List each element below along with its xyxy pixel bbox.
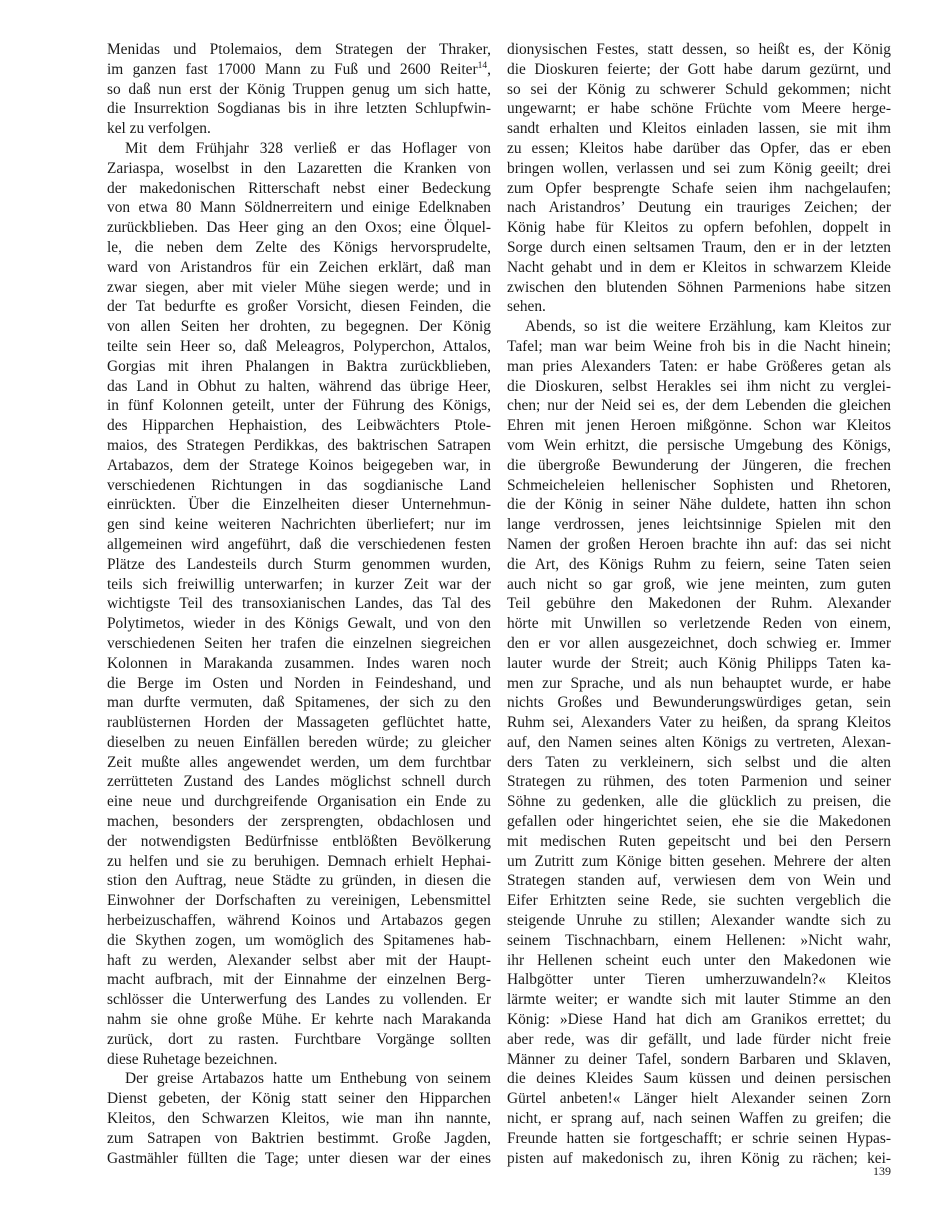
text-line [107, 238, 491, 258]
line-text: auch nicht so gar groß, wie jene meinten, zum guten [507, 575, 891, 593]
text-line [107, 713, 491, 733]
text-line [107, 753, 491, 773]
line-text: Artabazos, dem der Stratege Koinos beigegeben war, in [107, 456, 491, 474]
line-text: um Zutritt zum Könige bitten gesehen. Mehrere der alten [507, 852, 891, 870]
text-line [107, 674, 491, 694]
line-text: Menidas und Ptolemaios, dem Strategen der Thraker, [107, 41, 491, 58]
text-line [107, 218, 491, 238]
line-text: zum Opfer besprengte Schafe seien ihm nachgelaufen; [507, 179, 891, 197]
line-text: Ehren mit jenen Heroen mißgönne. Schon war Kleitos [507, 417, 891, 435]
line-text: chen; nur der Neid sei es, der dem Lebenden die gleichen [507, 397, 891, 415]
line-text: Teil gebühre den Makedonen der Ruhm. Alexander [507, 595, 891, 613]
text-line [107, 575, 491, 595]
text-line [507, 753, 891, 773]
text-line [507, 693, 891, 713]
text-line [507, 40, 891, 60]
line-text: dionysischen Festes, statt dessen, so heißt es, der König [507, 41, 891, 58]
line-text: Gürtel anbeten!« Länger hielt Alexander seinen Zorn [507, 1090, 891, 1108]
text-line [107, 60, 491, 80]
text-line [107, 495, 491, 515]
line-text: Polytimetos, wieder in des Königs Gewalt, und von den [107, 615, 491, 633]
text-line [507, 911, 891, 931]
line-text: mit medischen Ruten gepeitscht und bei den Persern [507, 832, 891, 850]
text-line [107, 456, 491, 476]
line-text: ungewarnt; er habe schöne Früchte vom Meere herge- [507, 100, 891, 118]
text-line [507, 575, 891, 595]
line-text: lange verdrossen, jenes leichtsinnige Spielen mit den [507, 516, 891, 534]
line-text: des Hipparchen Hephaistion, des Leibwächters Ptole- [107, 417, 491, 435]
text-line [107, 357, 491, 377]
text-line [507, 159, 891, 179]
line-text: von etwa 80 Mann Söldnerreitern und einige Edelknaben [107, 199, 491, 217]
text-line [507, 337, 891, 357]
line-text: nahm sie ohne große Mühe. Er kehrte nach Marakanda [107, 1011, 491, 1029]
text-line [107, 871, 491, 891]
line-text: le, die neben dem Zelte des Königs hervorsprudelte, [107, 238, 491, 256]
line-text: kel zu verfolgen. [107, 120, 211, 138]
text-line [507, 258, 891, 278]
text-line [507, 278, 891, 298]
line-text: König habe für Kleitos zu opfern befohlen, doppelt in [507, 219, 891, 237]
text-line [107, 258, 491, 278]
line-text: zu essen; Kleitos habe darüber das Opfer, das er eben [507, 139, 891, 157]
text-line [107, 733, 491, 753]
text-line [107, 911, 491, 931]
text-line [507, 317, 891, 337]
right-column [507, 40, 891, 1168]
line-text: sehen. [507, 298, 546, 316]
line-text: verschiedenen Seiten her trafen die einzelnen siegreichen [107, 634, 491, 652]
line-text: so daß nun erst der König Truppen genug um sich hatte, [107, 80, 491, 98]
text-line [507, 951, 891, 971]
line-text: Zariaspa, woselbst in den Lazaretten die Kranken von [107, 159, 491, 177]
text-line [107, 931, 491, 951]
line-text: stion den Auftrag, neue Städte zu gründen, in diesen die [107, 872, 491, 890]
line-text: Kleitos, den Schwarzen Kleitos, wie man ihn nannte, [107, 1110, 491, 1128]
text-line [507, 495, 891, 515]
line-text: im ganzen fast 17000 Mann zu Fuß und 2600 Reiter [107, 60, 478, 78]
text-line [107, 119, 491, 139]
text-line [507, 654, 891, 674]
text-line [107, 951, 491, 971]
line-punctuation: , [487, 60, 491, 78]
text-line [107, 337, 491, 357]
line-text: die übergroße Bewunderung der Jüngeren, die frechen [507, 456, 891, 474]
text-line [107, 1149, 491, 1169]
line-text: zurück, dort zu rasten. Furchtbare Vorgänge sollten [107, 1030, 491, 1048]
text-line [507, 990, 891, 1010]
line-text: haft zu werden, Alexander selbst aber mit der Haupt- [107, 951, 491, 969]
line-text: Halbgötter unter Tieren umherzuwandeln?« Kleitos [507, 971, 891, 989]
line-text: zurückblieben. Das Heer ging an den Oxos; eine Ölquel- [107, 219, 491, 237]
text-line [507, 60, 891, 80]
text-line [507, 792, 891, 812]
line-text: verschiedenen Richtungen in das sogdianische Land [107, 476, 491, 494]
line-text: Schmeicheleien hellenischer Sophisten und Rhetoren, [507, 476, 891, 494]
line-text: lärmte weiter; er wandte sich mit lauter Stimme an den [507, 991, 891, 1009]
text-line [507, 713, 891, 733]
text-line [507, 297, 891, 317]
page-number: 139 [873, 1164, 891, 1178]
text-line [507, 1149, 891, 1169]
text-line [107, 179, 491, 199]
text-line [507, 99, 891, 119]
text-line [107, 594, 491, 614]
text-line [507, 1129, 891, 1149]
line-text: ihr Hellenen scheint euch unter den Makedonen wie [507, 951, 891, 969]
line-text: gefallen oder hingerichtet seien, ehe sie die Makedonen [507, 813, 891, 831]
line-text: König: »Diese Hand hat dich am Granikos errettet; du [507, 1011, 891, 1029]
text-line [507, 515, 891, 535]
line-text: raublüsternen Horden der Massageten geflüchtet hatte, [107, 714, 491, 732]
line-text: gen sind keine weiteren Nachrichten überliefert; nur im [107, 516, 491, 534]
line-text: so sei der König zu schwerer Schuld gekommen; nicht [507, 80, 891, 98]
text-line [507, 812, 891, 832]
text-line [107, 297, 491, 317]
text-line [107, 535, 491, 555]
line-text: in fünf Kolonnen geteilt, unter der Führung des Königs, [107, 397, 491, 415]
line-text: Männer zu deiner Tafel, sondern Barbaren und Sklaven, [507, 1050, 891, 1068]
line-text: der Tat bedurfte es großer Vorsicht, diesen Feinden, die [107, 298, 491, 316]
line-text: herbeizuschaffen, während Koinos und Artabazos gegen [107, 912, 491, 930]
text-line [507, 832, 891, 852]
line-text: Abends, so ist die weitere Erzählung, kam Kleitos zur [525, 318, 891, 336]
line-text: aber rede, was dir gefällt, und lade fürder nicht freie [507, 1030, 891, 1048]
text-line [507, 535, 891, 555]
line-text: allgemeinen wird angeführt, daß die verschiedenen festen [107, 535, 491, 553]
text-line [107, 1129, 491, 1149]
text-line [507, 674, 891, 694]
line-text: teilte sein Heer so, daß Meleagros, Polyperchon, Attalos, [107, 337, 491, 355]
line-text: Dienst gebeten, der König statt seiner den Hipparchen [107, 1090, 491, 1108]
line-text: Kolonnen in Marakanda zusammen. Indes waren noch [107, 654, 491, 672]
line-text: wichtigste Teil des transoxianischen Landes, das Tal des [107, 595, 491, 613]
text-line [507, 198, 891, 218]
text-line [107, 693, 491, 713]
text-line [107, 198, 491, 218]
text-line [107, 40, 491, 60]
line-text: men zur Sprache, und als nun behauptet wurde, er habe [507, 674, 891, 692]
line-text: die Skythen zogen, um womöglich des Spitamenes hab- [107, 931, 491, 949]
text-line [107, 1010, 491, 1030]
line-text: die Berge im Osten und Norden in Feindeshand, und [107, 674, 491, 692]
text-line [107, 377, 491, 397]
text-line [507, 80, 891, 100]
line-text: Einwohner der Dorfschaften zu vereinigen, Lebensmittel [107, 892, 491, 910]
line-text: hörte mit Unwillen so verletzende Reden von einem, [507, 615, 891, 633]
text-line [107, 555, 491, 575]
text-line [507, 614, 891, 634]
line-text: den er vor allen ausgezeichnet, doch schwieg er. Immer [507, 634, 891, 652]
line-text: die Insurrektion Sogdianas bis in ihre letzten Schlupfwin- [107, 100, 491, 118]
line-text: macht aufbrach, mit der Einnahme der einzelnen Berg- [107, 971, 491, 989]
line-text: zwar siegen, aber mit vieler Mühe siegen werde; und in [107, 278, 491, 296]
line-text: schlösser die Unterwerfung des Landes zu vollenden. Er [107, 991, 491, 1009]
line-text: machen, besonders der zersprengten, obdachlosen und [107, 813, 491, 831]
text-line [507, 1069, 891, 1089]
text-line [107, 614, 491, 634]
line-text: Namen der großen Heroen brachte ihn auf: das sei nicht [507, 535, 891, 553]
line-text: Zeit mußte alles angewendet werden, um dem furchtbar [107, 753, 491, 771]
line-text: zum Satrapen von Baktrien bestimmt. Große Jagden, [107, 1129, 491, 1147]
text-line [507, 218, 891, 238]
line-text: diese Ruhetage bezeichnen. [107, 1050, 278, 1068]
text-line [507, 416, 891, 436]
text-line [107, 634, 491, 654]
line-text: das Land in Obhut zu halten, während das übrige Heer, [107, 377, 491, 395]
text-line [507, 456, 891, 476]
text-line [507, 970, 891, 990]
line-text: steigende Unruhe zu stillen; Alexander wandte sich zu [507, 912, 891, 930]
text-line [507, 238, 891, 258]
text-line [107, 396, 491, 416]
line-text: Gastmähler füllten die Tage; unter diesen war der eines [107, 1149, 491, 1167]
text-line [507, 1030, 891, 1050]
line-text: pisten auf makedonisch zu, ihren König zu rächen; kei- [507, 1149, 891, 1167]
text-line [107, 515, 491, 535]
line-text: Mit dem Frühjahr 328 verließ er das Hoflager von [125, 139, 491, 157]
text-line [107, 80, 491, 100]
text-line [107, 970, 491, 990]
text-line [107, 812, 491, 832]
line-text: nichts Großes und Bewunderungswürdiges getan, sein [507, 694, 891, 712]
text-line [507, 1050, 891, 1070]
text-line [507, 139, 891, 159]
text-line [107, 99, 491, 119]
line-text: Gorgias mit ihren Phalangen in Baktra zurückblieben, [107, 357, 491, 375]
line-text: auf, den Namen seines alten Königs zu vertreten, Alexan- [507, 733, 891, 751]
line-text: Ruhm sei, Alexanders Vater zu heißen, da sprang Kleitos [507, 714, 891, 732]
text-line [107, 891, 491, 911]
text-line [507, 476, 891, 496]
text-line [507, 1109, 891, 1129]
line-text: teils sich freiwillig unterwarfen; in kurzer Zeit war der [107, 575, 491, 593]
text-line [107, 278, 491, 298]
line-text: die Dioskuren feierte; der Gott habe darum gezürnt, und [507, 60, 891, 78]
line-text: der makedonischen Ritterschaft nebst einer Bedeckung [107, 179, 491, 197]
text-line [107, 416, 491, 436]
text-line [107, 1050, 491, 1070]
line-text: zerrütteten Zustand des Landes möglichst schnell durch [107, 773, 491, 791]
line-text: die der König in seiner Nähe duldete, hatten ihn schon [507, 496, 891, 514]
line-text: ders Taten zu verkleinern, sich selbst und die alten [507, 753, 891, 771]
text-line [107, 476, 491, 496]
line-text: Strategen zu rühmen, des toten Parmenion und seiner [507, 773, 891, 791]
text-line [507, 733, 891, 753]
text-line [507, 931, 891, 951]
text-line [107, 436, 491, 456]
text-line [507, 396, 891, 416]
line-text: Nacht gehabt und in dem er Kleitos in schwarzem Kleide [507, 258, 891, 276]
line-text: zwischen den blutenden Söhnen Parmenions habe sitzen [507, 278, 891, 296]
line-text: Der greise Artabazos hatte um Enthebung von seinem [125, 1070, 491, 1088]
text-line [507, 555, 891, 575]
text-line [107, 1109, 491, 1129]
text-line [107, 1069, 491, 1089]
text-line [107, 852, 491, 872]
line-text: Sorge durch einen seltsamen Traum, den er in der letzten [507, 238, 891, 256]
text-line [507, 871, 891, 891]
text-line [107, 1030, 491, 1050]
line-text: sandt erhalten und Kleitos einladen lassen, sie mit ihm [507, 120, 891, 138]
line-text: Freunde hatten sie fortgeschafft; er schrie seinen Hypas- [507, 1129, 891, 1147]
line-text: einrückten. Über die Einzelheiten dieser Unternehmun- [107, 496, 491, 514]
text-line [507, 179, 891, 199]
line-text: Tafel; man war beim Weine froh bis in die Nacht hinein; [507, 337, 891, 355]
text-line [107, 772, 491, 792]
text-line [107, 990, 491, 1010]
text-line [107, 139, 491, 159]
line-text: die Dioskuren, selbst Herakles sei ihm nicht zu verglei- [507, 377, 891, 395]
text-line [507, 634, 891, 654]
line-text: man pries Alexanders Taten: er habe Größeres getan als [507, 357, 891, 375]
text-line [507, 377, 891, 397]
line-text: der notwendigsten Bedürfnisse entblößten Bevölkerung [107, 832, 491, 850]
line-text: zu helfen und sie zu beruhigen. Demnach erhielt Hephai- [107, 852, 491, 870]
text-line [507, 594, 891, 614]
line-text: eine neue und durchgreifende Organisation ein Ende zu [107, 793, 491, 811]
line-text: die deines Kleides Saum küssen und deinen persischen [507, 1070, 891, 1088]
line-text: man durfte vermuten, daß Spitamenes, der sich zu den [107, 694, 491, 712]
text-line [107, 654, 491, 674]
text-line [107, 159, 491, 179]
line-text: Eifer Erhitzten seine Rede, sie suchten vergeblich die [507, 892, 891, 910]
text-line [507, 436, 891, 456]
line-text: Plätze des Landesteils durch Sturm genommen wurden, [107, 555, 491, 573]
line-text: lauter wurde der Streit; auch König Philipps Taten ka- [507, 654, 891, 672]
line-text: Söhne zu gedenken, alle die glücklich zu preisen, die [507, 793, 891, 811]
line-text: vom Wein erhitzt, die persische Umgebung des Königs, [507, 436, 891, 454]
text-line [107, 792, 491, 812]
line-text: die Art, des Königs Ruhm zu feiern, seine Taten seien [507, 555, 891, 573]
left-column [107, 40, 491, 1168]
footnote-marker: 14 [477, 60, 488, 71]
line-text: nach Aristandros’ Deutung ein trauriges Zeichen; der [507, 199, 891, 217]
line-text: ward von Aristandros für ein Zeichen erklärt, daß man [107, 258, 491, 276]
text-line [507, 357, 891, 377]
text-line [107, 317, 491, 337]
line-text: bringen wollen, verlassen und sei zum König geeilt; drei [507, 159, 891, 177]
text-line [507, 1089, 891, 1109]
text-line [507, 119, 891, 139]
line-text: nicht, er sprang auf, nach seinen Waffen zu greifen; die [507, 1110, 891, 1128]
line-text: Strategen standen auf, verwiesen dem von Wein und [507, 872, 891, 890]
text-line [107, 1089, 491, 1109]
line-text: seinem Tischnachbarn, einem Hellenen: »Nicht wahr, [507, 931, 891, 949]
line-text: maios, des Strategen Perdikkas, des baktrischen Satrapen [107, 436, 491, 454]
line-text: dieselben zu neuen Einfällen bereden würde; zu gleicher [107, 733, 491, 751]
text-line [507, 1010, 891, 1030]
line-text: von allen Seiten her drohten, zu begegnen. Der König [107, 318, 491, 336]
text-line [507, 772, 891, 792]
text-line [507, 852, 891, 872]
text-line [507, 891, 891, 911]
text-line [107, 832, 491, 852]
